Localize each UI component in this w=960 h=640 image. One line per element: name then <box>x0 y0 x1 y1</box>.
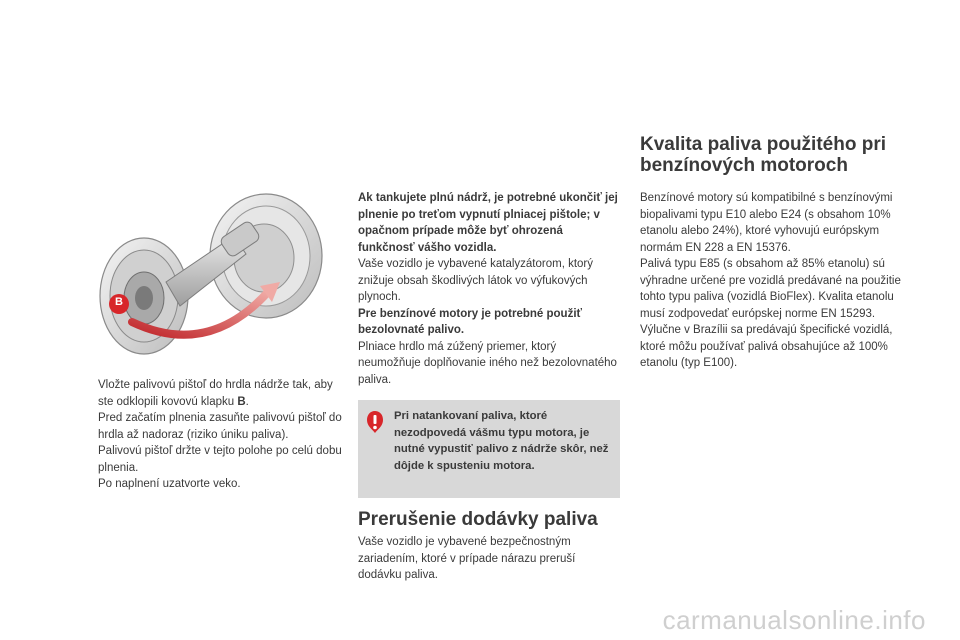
unleaded-note: Pre benzínové motory je potrebné použiť bezolovnaté palivo. <box>358 307 583 336</box>
misfuel-warning-text: Pri natankovaní paliva, ktoré nezodpovedá vášmu typu motora, je nutné vypustiť palivo z nádrže skôr, než dôjde k spusteniu motora. <box>394 410 609 472</box>
e85-paragraph: Palivá typu E85 (s obsahom až 85% etanolu) sú výhradne určené pre vozidlá predávané na použitie tohto typu paliva (vozidlá BioFlex). Kvalita etanolu musí zodpovedať európskej norme EN 15293. <box>640 258 901 320</box>
fuel-cap-illustration <box>96 186 328 358</box>
catalyst-note: Vaše vozidlo je vybavené katalyzátorom, ktorý znižuje obsah škodlivých látok vo výfukových plynoch. <box>358 258 594 303</box>
warning-exclamation-icon <box>366 410 384 434</box>
nozzle-note: Plniace hrdlo má zúžený priemer, ktorý neumožňuje doplňovanie iného než bezolovnatého paliva. <box>358 340 617 386</box>
full-tank-warning: Ak tankujete plnú nádrž, je potrebné ukončiť jej plnenie po treťom vypnutí plniacej pištole; v opačnom prípade môže byť ohrozená funkčnosť vášho vozidla. <box>358 192 618 254</box>
section-title-interruption: Prerušenie dodávky paliva <box>358 509 598 530</box>
interruption-text: Vaše vozidlo je vybavené bezpečnostným zariadením, ktoré v prípade nárazu preruší dodávku paliva. <box>358 536 576 581</box>
list-item: Po naplnení uzatvorte veko. <box>98 478 241 490</box>
list-item: Palivovú pištoľ držte v tejto polohe po celú dobu plnenia. <box>98 445 342 474</box>
section-title-fuel-quality: Kvalita paliva použitého pri benzínových motoroch <box>640 134 886 176</box>
e100-paragraph: Výlučne v Brazílii sa predávajú špecifické vozidlá, ktoré môžu používať palivá obsahujúce až 100% etanolu (typ E100). <box>640 324 893 369</box>
misfuel-warning-box <box>358 400 620 498</box>
list-item: Pred začatím plnenia zasuňte palivovú pištoľ do hrdla až nadoraz (riziko úniku paliva). <box>98 412 342 441</box>
instruction-list <box>81 377 343 493</box>
list-item: Vložte palivovú pištoľ do hrdla nádrže tak, aby ste odklopili kovovú klapku B. <box>98 379 333 408</box>
refuel-notes <box>358 190 620 388</box>
label-b: B <box>115 296 123 308</box>
fuel-quality-text <box>640 190 915 372</box>
watermark: carmanualsonline.info <box>662 605 926 635</box>
biofuel-paragraph: Benzínové motory sú kompatibilné s benzínovými biopalivami typu E10 alebo E24 (s obsahom 10% etanolu alebo 24%), ktoré vyhovujú európskym normám EN 228 a EN 15376. <box>640 192 893 254</box>
